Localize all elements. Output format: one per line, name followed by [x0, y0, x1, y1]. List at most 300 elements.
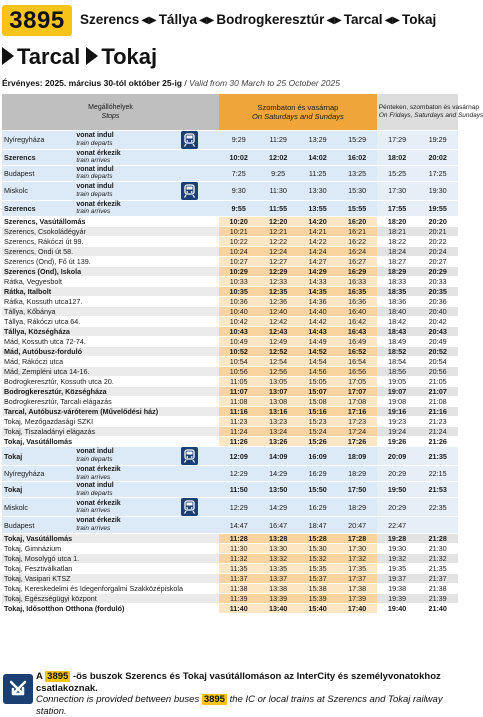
- table-row: [2, 437, 458, 447]
- departure-time: 20:36: [417, 297, 458, 307]
- departure-time: 12:24: [258, 247, 297, 257]
- departure-time: 18:22: [377, 237, 418, 247]
- train-event-en: train departs: [76, 190, 113, 198]
- departure-time: 10:02: [219, 149, 258, 165]
- departure-time: 17:28: [337, 533, 377, 543]
- departure-time: 19:35: [377, 563, 418, 573]
- departure-time: 18:54: [377, 357, 418, 367]
- departure-time: 18:40: [377, 307, 418, 317]
- departure-time: 14:49: [298, 337, 337, 347]
- route-number-highlight: 3895: [47, 671, 69, 682]
- departure-time: 11:50: [219, 482, 258, 498]
- weekend-header-en: On Saturdays and Sundays: [252, 111, 344, 121]
- train-icon-cell: [160, 498, 219, 517]
- departure-time: 14:29: [258, 498, 297, 517]
- train-event-label: [74, 517, 159, 533]
- departure-time: 12:33: [258, 277, 297, 287]
- departure-time: 13:07: [258, 387, 297, 397]
- train-event-hu: vonat indul: [76, 448, 114, 456]
- bidirectional-arrow-icon: ◀▶: [384, 15, 400, 26]
- departure-time: 19:05: [377, 377, 418, 387]
- train-event-en: train departs: [76, 173, 113, 181]
- route-number-highlight: 3895: [203, 694, 225, 705]
- departure-time: 15:29: [337, 130, 377, 149]
- departure-time: 15:24: [298, 427, 337, 437]
- departure-time: 18:29: [377, 267, 418, 277]
- train-event-label: [74, 498, 159, 517]
- stop-name: Mád, Rákóczi utca: [2, 357, 219, 367]
- title-stop: Tokaj: [101, 44, 158, 69]
- departure-time: 10:27: [219, 257, 258, 267]
- train-icon: [181, 131, 198, 149]
- departure-time: 20:42: [417, 317, 458, 327]
- train-event-label: [74, 447, 159, 466]
- stop-name: Miskolc: [2, 498, 74, 517]
- departure-time: 16:29: [337, 267, 377, 277]
- departure-time: 11:35: [219, 563, 258, 573]
- departure-time: 15:30: [337, 181, 377, 200]
- departure-time: 17:24: [337, 427, 377, 437]
- departure-time: 11:16: [219, 407, 258, 417]
- departure-time: 9:29: [219, 130, 258, 149]
- departure-time: 13:39: [258, 593, 297, 603]
- table-row: [2, 593, 458, 603]
- fri-weekend-header: [377, 94, 483, 130]
- departure-time: 11:55: [258, 200, 297, 216]
- train-icon-cell: [160, 149, 219, 165]
- departure-time: 16:54: [337, 357, 377, 367]
- departure-time: 20:02: [417, 149, 458, 165]
- departure-time: 12:54: [258, 357, 297, 367]
- departure-time: 10:43: [219, 327, 258, 337]
- departure-time: 10:33: [219, 277, 258, 287]
- departure-time: 21:23: [417, 417, 458, 427]
- departure-time: 21:35: [417, 563, 458, 573]
- train-event-hu: vonat indul: [76, 131, 114, 139]
- stop-name: Tokaj, Kereskedelmi és Idegenforgalmi Szakközépiskola: [2, 583, 219, 593]
- stop-name: Szerencs, Vasútállomás: [2, 217, 219, 227]
- fri-header-en: On Fridays, Saturdays and Sundays: [378, 111, 483, 119]
- departure-time: 11:26: [219, 437, 258, 447]
- table-row: [2, 200, 458, 216]
- connection-note: [0, 671, 460, 717]
- departure-time: 15:37: [298, 573, 337, 583]
- route-stop: Szerencs: [80, 12, 140, 27]
- departure-time: 11:39: [219, 593, 258, 603]
- departure-time: 16:35: [337, 287, 377, 297]
- departure-time: 11:07: [219, 387, 258, 397]
- stop-name: Tokaj, Vasútállomás: [2, 437, 219, 447]
- departure-time: 15:39: [298, 593, 337, 603]
- route-stop: Tállya: [158, 12, 197, 27]
- table-row: [2, 181, 458, 200]
- departure-time: 14:35: [298, 287, 337, 297]
- route-number-badge: 3895: [2, 5, 72, 36]
- departure-time: 16:33: [337, 277, 377, 287]
- stop-name: Mád, Kossuth utca 72-74.: [2, 337, 219, 347]
- timetable-header: [2, 94, 458, 130]
- departure-time: 14:24: [298, 247, 337, 257]
- departure-time: 19:38: [377, 583, 418, 593]
- departure-time: 12:42: [258, 317, 297, 327]
- departure-time: 18:42: [377, 317, 418, 327]
- stop-name: Tokaj: [2, 482, 74, 498]
- departure-time: 15:28: [298, 533, 337, 543]
- departure-time: 9:25: [258, 165, 297, 181]
- bidirectional-arrow-icon: ◀▶: [141, 15, 157, 26]
- departure-time: 13:50: [258, 482, 297, 498]
- train-event-hu: vonat indul: [76, 165, 114, 173]
- stop-name: Tokaj, Fesztiválkatlan: [2, 563, 219, 573]
- stop-name: Rátka, Kossuth utca127.: [2, 297, 219, 307]
- departure-time: 20:43: [417, 327, 458, 337]
- table-row: [2, 543, 458, 553]
- departure-time: 10:24: [219, 247, 258, 257]
- departure-time: 18:47: [298, 517, 337, 533]
- departure-time: 16:29: [298, 466, 337, 482]
- departure-time: 16:20: [337, 217, 377, 227]
- note-hu-pre: A: [36, 671, 46, 682]
- departure-time: 19:08: [377, 397, 418, 407]
- route-stop: Tarcal: [343, 12, 383, 27]
- route-summary: [80, 12, 436, 27]
- train-icon: [181, 182, 198, 200]
- table-row: [2, 387, 458, 397]
- departure-time: 19:30: [417, 181, 458, 200]
- departure-time: 16:09: [298, 447, 337, 466]
- departure-time: 20:52: [417, 347, 458, 357]
- departure-time: 17:50: [337, 482, 377, 498]
- departure-time: 14:09: [258, 447, 297, 466]
- departure-time: 14:54: [298, 357, 337, 367]
- departure-time: 14:36: [298, 297, 337, 307]
- stop-name: Szerencs, Ondi út 58.: [2, 247, 219, 257]
- train-event-label: [74, 181, 159, 200]
- departure-time: 21:08: [417, 397, 458, 407]
- departure-time: 19:24: [377, 427, 418, 437]
- departure-time: 13:23: [258, 417, 297, 427]
- stop-name: Tarcal, Autóbusz-váróterem (Művelődési ház): [2, 407, 219, 417]
- departure-time: 15:32: [298, 553, 337, 563]
- direction-arrow-icon: [86, 47, 98, 65]
- stop-name: Tállya, Rákóczi utca 64.: [2, 317, 219, 327]
- departure-time: 12:29: [219, 498, 258, 517]
- table-row: [2, 307, 458, 317]
- stop-name: Nyíregyháza: [2, 130, 74, 149]
- weekend-header-hu: Szombaton és vasárnap: [257, 102, 339, 112]
- departure-time: 18:20: [377, 217, 418, 227]
- departure-time: 20:35: [417, 287, 458, 297]
- departure-time: 16:27: [337, 257, 377, 267]
- table-row: [2, 327, 458, 337]
- stop-name: Bodrogkeresztúr, Kossuth utca 20.: [2, 377, 219, 387]
- departure-time: 17:26: [337, 437, 377, 447]
- departure-time: 16:36: [337, 297, 377, 307]
- stop-name: Mád, Zempléni utca 14-16.: [2, 367, 219, 377]
- table-row: [2, 427, 458, 437]
- departure-time: 13:16: [258, 407, 297, 417]
- departure-time: 20:40: [417, 307, 458, 317]
- departure-time: 17:23: [337, 417, 377, 427]
- departure-time: 16:24: [337, 247, 377, 257]
- departure-time: 17:37: [337, 573, 377, 583]
- stops-header-en: Stops: [101, 112, 120, 120]
- train-event-en: train departs: [76, 456, 113, 464]
- bidirectional-arrow-icon: ◀▶: [326, 15, 342, 26]
- train-event-en: train departs: [76, 489, 113, 497]
- departure-time: 18:02: [377, 149, 418, 165]
- departure-time: 16:22: [337, 237, 377, 247]
- departure-time: 16:42: [337, 317, 377, 327]
- table-row: [2, 347, 458, 357]
- departure-time: 12:09: [219, 447, 258, 466]
- departure-time: 10:36: [219, 297, 258, 307]
- departure-time: 19:26: [377, 437, 418, 447]
- stop-name: Tokaj, Gimnázium: [2, 543, 219, 553]
- stop-name: Tokaj, Tiszaladányi elágazás: [2, 427, 219, 437]
- departure-time: 18:29: [337, 466, 377, 482]
- table-row: [2, 466, 458, 482]
- departure-time: 20:20: [417, 217, 458, 227]
- departure-time: 18:35: [377, 287, 418, 297]
- stop-name: Rátka, Vegyesbolt: [2, 277, 219, 287]
- departure-time: 12:29: [219, 466, 258, 482]
- stop-name: Tokaj, Vasútállomás: [2, 533, 219, 543]
- departure-time: 16:02: [337, 149, 377, 165]
- departure-time: 16:21: [337, 227, 377, 237]
- departure-time: 17:38: [337, 583, 377, 593]
- departure-time: 10:42: [219, 317, 258, 327]
- departure-time: 14:29: [298, 267, 337, 277]
- departure-time: 18:43: [377, 327, 418, 337]
- departure-time: 21:28: [417, 533, 458, 543]
- departure-time: 15:16: [298, 407, 337, 417]
- departure-time: 19:23: [377, 417, 418, 427]
- departure-time: 11:30: [258, 181, 297, 200]
- departure-time: 15:55: [337, 200, 377, 216]
- stops-header-hu: Megállóhelyek: [88, 103, 133, 111]
- departure-time: 10:49: [219, 337, 258, 347]
- departure-time: 20:24: [417, 247, 458, 257]
- departure-time: 14:52: [298, 347, 337, 357]
- table-row: [2, 417, 458, 427]
- departure-time: 20:22: [417, 237, 458, 247]
- departure-time: 11:37: [219, 573, 258, 583]
- departure-time: 18:24: [377, 247, 418, 257]
- departure-time: 13:29: [298, 130, 337, 149]
- train-event-hu: vonat érkezik: [76, 149, 121, 157]
- departure-time: 15:38: [298, 583, 337, 593]
- departure-time: 21:16: [417, 407, 458, 417]
- departure-time: 17:30: [377, 181, 418, 200]
- departure-time: 19:55: [417, 200, 458, 216]
- stop-name: Mád, Autóbusz-forduló: [2, 347, 219, 357]
- departure-time: 10:29: [219, 267, 258, 277]
- stop-name: Szerencs: [2, 149, 74, 165]
- table-row: [2, 237, 458, 247]
- table-row: [2, 149, 458, 165]
- table-row: [2, 297, 458, 307]
- departure-time: 13:40: [258, 603, 297, 613]
- departure-time: 18:33: [377, 277, 418, 287]
- stop-name: Tokaj, Mosolygó utca 1.: [2, 553, 219, 563]
- departure-time: 18:52: [377, 347, 418, 357]
- departure-time: 13:26: [258, 437, 297, 447]
- note-hu-post: -ös buszok Szerencs és Tokaj vasútállomáson az InterCity és személyvonatokhoz csatlakoznak.: [36, 671, 441, 694]
- stop-name: Bodrogkeresztúr, Tarcali elágazás: [2, 397, 219, 407]
- departure-time: 15:08: [298, 397, 337, 407]
- departure-time: 12:49: [258, 337, 297, 347]
- stop-name: Bodrogkeresztúr, Községháza: [2, 387, 219, 397]
- stops-header: [2, 94, 219, 130]
- departure-time: 12:21: [258, 227, 297, 237]
- departure-time: 10:54: [219, 357, 258, 367]
- departure-time: 16:49: [337, 337, 377, 347]
- stop-name: Tokaj, Vasipari KTSZ: [2, 573, 219, 583]
- departure-time: 17:08: [337, 397, 377, 407]
- train-event-en: train arrives: [76, 473, 111, 481]
- table-row: [2, 533, 458, 543]
- table-row: [2, 130, 458, 149]
- departure-time: 20:29: [417, 267, 458, 277]
- departure-time: 14:29: [258, 466, 297, 482]
- departure-time: 13:30: [298, 181, 337, 200]
- train-event-label: [74, 149, 159, 165]
- departure-time: 13:25: [337, 165, 377, 181]
- departure-time: 12:43: [258, 327, 297, 337]
- train-event-hu: vonat indul: [76, 183, 114, 191]
- departure-time: 14:43: [298, 327, 337, 337]
- train-event-en: train arrives: [76, 157, 111, 165]
- train-event-hu: vonat érkezik: [76, 517, 121, 525]
- train-icon-cell: [160, 130, 219, 149]
- departure-time: 10:56: [219, 367, 258, 377]
- table-row: [2, 247, 458, 257]
- departure-time: 12:36: [258, 297, 297, 307]
- departure-time: 21:05: [417, 377, 458, 387]
- departure-time: 16:40: [337, 307, 377, 317]
- departure-time: 17:32: [337, 553, 377, 563]
- departure-time: 14:42: [298, 317, 337, 327]
- connection-note-text: [36, 671, 460, 717]
- departure-time: 20:47: [337, 517, 377, 533]
- departure-time: 20:27: [417, 257, 458, 267]
- departure-time: 19:40: [377, 603, 418, 613]
- train-icon-cell: [160, 181, 219, 200]
- departure-time: 18:21: [377, 227, 418, 237]
- train-icon-cell: [160, 482, 219, 498]
- departure-time: 12:56: [258, 367, 297, 377]
- departure-time: 21:35: [417, 447, 458, 466]
- validity-hu: Érvényes: 2025. március 30-tól október 25-ig: [2, 78, 182, 88]
- departure-time: 13:05: [258, 377, 297, 387]
- table-row: [2, 583, 458, 593]
- table-row: [2, 553, 458, 563]
- note-en-post: the IC or local trains at Szerencs and Tokaj railway station.: [36, 694, 443, 717]
- departure-time: 16:43: [337, 327, 377, 337]
- departure-time: 17:16: [337, 407, 377, 417]
- departure-time: 18:49: [377, 337, 418, 347]
- departure-time: 7:25: [219, 165, 258, 181]
- stop-name: Nyíregyháza: [2, 466, 74, 482]
- departure-time: 12:52: [258, 347, 297, 357]
- departure-time: 17:40: [337, 603, 377, 613]
- table-row: [2, 357, 458, 367]
- departure-time: 12:20: [258, 217, 297, 227]
- table-row: [2, 498, 458, 517]
- departure-time: 20:54: [417, 357, 458, 367]
- table-row: [2, 573, 458, 583]
- train-event-label: [74, 165, 159, 181]
- departure-time: 14:27: [298, 257, 337, 267]
- departure-time: 11:32: [219, 553, 258, 563]
- departure-time: 12:27: [258, 257, 297, 267]
- transfer-icon: [3, 674, 33, 704]
- departure-time: 10:20: [219, 217, 258, 227]
- departure-time: 12:22: [258, 237, 297, 247]
- departure-time: 15:05: [298, 377, 337, 387]
- stop-name: Szerencs, Rákóczi út 99.: [2, 237, 219, 247]
- train-event-label: [74, 482, 159, 498]
- departure-time: 15:07: [298, 387, 337, 397]
- departure-time: 17:39: [337, 593, 377, 603]
- departure-time: 16:29: [298, 498, 337, 517]
- stop-name: Tokaj, Idősotthon Otthona (forduló): [2, 603, 219, 613]
- train-event-label: [74, 200, 159, 216]
- table-row: [2, 217, 458, 227]
- departure-time: 15:26: [298, 437, 337, 447]
- table-row: [2, 317, 458, 327]
- departure-time: 11:08: [219, 397, 258, 407]
- header: [0, 0, 460, 42]
- train-icon-cell: [160, 517, 219, 533]
- departure-time: 21:26: [417, 437, 458, 447]
- train-event-en: train arrives: [76, 507, 111, 515]
- stop-name: Szerencs (Ond), Fő út 139.: [2, 257, 219, 267]
- departure-time: 17:29: [377, 130, 418, 149]
- departure-time: 11:40: [219, 603, 258, 613]
- note-hu: [36, 671, 460, 694]
- departure-time: 11:25: [298, 165, 337, 181]
- train-icon: [181, 498, 198, 516]
- departure-time: 13:28: [258, 533, 297, 543]
- departure-time: 22:15: [417, 466, 458, 482]
- stop-name: Rátka, Italbolt: [2, 287, 219, 297]
- departure-time: 21:24: [417, 427, 458, 437]
- train-icon-cell: [160, 447, 219, 466]
- departure-time: 12:29: [258, 267, 297, 277]
- train-event-en: train arrives: [76, 525, 111, 533]
- train-event-hu: vonat indul: [76, 482, 114, 490]
- departure-time: 12:02: [258, 149, 297, 165]
- departure-time: 18:56: [377, 367, 418, 377]
- departure-time: 10:35: [219, 287, 258, 297]
- departure-time: 15:40: [298, 603, 337, 613]
- departure-time: 13:30: [258, 543, 297, 553]
- stop-name: Tokaj: [2, 447, 74, 466]
- table-row: [2, 482, 458, 498]
- departure-time: 10:21: [219, 227, 258, 237]
- departure-time: 16:52: [337, 347, 377, 357]
- departure-time: 19:07: [377, 387, 418, 397]
- departure-time: 14:22: [298, 237, 337, 247]
- departure-time: 21:30: [417, 543, 458, 553]
- departure-time: 11:28: [219, 533, 258, 543]
- departure-time: 14:56: [298, 367, 337, 377]
- departure-time: 11:38: [219, 583, 258, 593]
- departure-time: 13:38: [258, 583, 297, 593]
- departure-time: 11:24: [219, 427, 258, 437]
